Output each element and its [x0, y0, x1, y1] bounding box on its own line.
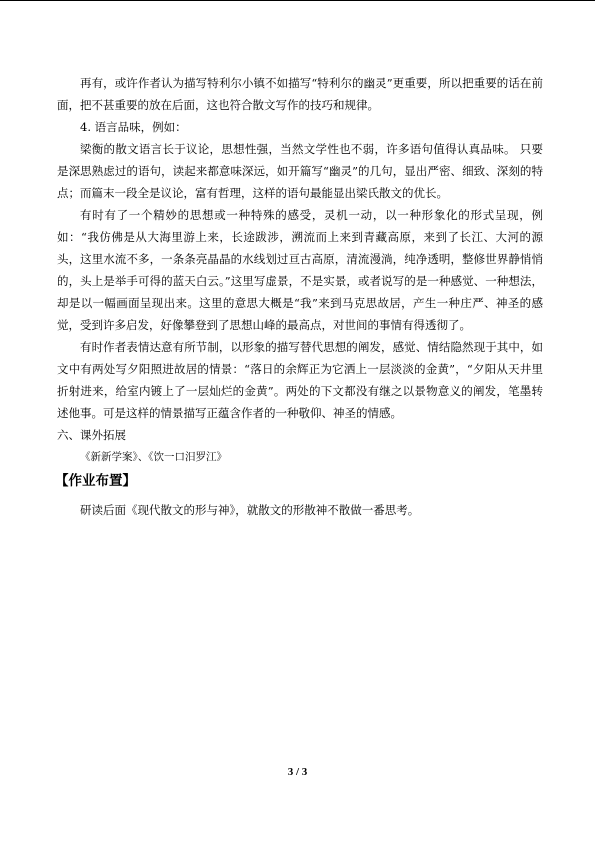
extension-references: 《新新学案》、《饮一口汨罗江》 [80, 451, 227, 463]
paragraph-liang-heng-style: 梁衡的散文语言长于议论，思想性强，当然文学性也不弱，许多语句值得认真品味。 只要是深思熟虑过的语句，读起来都意味深远，如开篇写“幽灵”的几句，显出严密、细致、深刻的特点；而篇末一段全是议论，富有哲理，这样的语句最能显出梁氏散文的优长。 [57, 142, 543, 200]
top-rule [0, 0, 595, 1]
item-language-appreciation: 4. 语言品味，例如： [80, 120, 187, 134]
homework-body: 研读后面《现代散文的形与神》，就散文的形散神不散做一番思考。 [80, 503, 420, 517]
paragraph-arrangement: 再有，或许作者认为描写特利尔小镇不如描写“特利尔的幽灵”更重要，所以把重要的话在前面，把不甚重要的放在后面，这也符合散文写作的技巧和规律。 [57, 76, 543, 112]
paragraph-imagery-example: 有时有了一个精妙的思想或一种特殊的感受，灵机一动，以一种形象化的形式呈现，例如：“我仿佛是从大海里游上来，长途跋涉，溯流而上来到青藏高原，来到了长江、大河的源头，这里水流不多，一条条亮晶晶的水线划过亘古高原，清流漫淌，纯净透明，整修世界静悄悄的，头上是举手可得的蓝天白云。”这里写虚景，不是实景，或者说写的是一种感觉、一种想法，却是以一幅画面呈现出来。这里的意思大概是“我”来到马克思故居，产生一种庄严、神圣的感觉，受到许多启发，好像攀登到了思想山峰的最高点，对世间的事情有得透彻了。 [57, 208, 543, 332]
page-number: 3 / 3 [287, 766, 308, 778]
page-content [57, 72, 543, 522]
section-extension-heading: 六、课外拓展 [57, 428, 126, 442]
paragraph-restraint-example: 有时作者表情达意有所节制，以形象的描写替代思想的阐发，感觉、情结隐然现于其中，如文中有两处写夕阳照进故居的情景：“落日的余辉正为它洒上一层淡淡的金黄”，“夕阳从天井里折射进来，给室内镀上了一层灿烂的金黄”。两处的下文都没有继之以景物意义的阐发，笔墨转述他事。可是这样的情景描写正蕴含作者的一种敬仰、神圣的情感。 [57, 340, 543, 420]
homework-title: 【作业布置】 [55, 473, 136, 489]
